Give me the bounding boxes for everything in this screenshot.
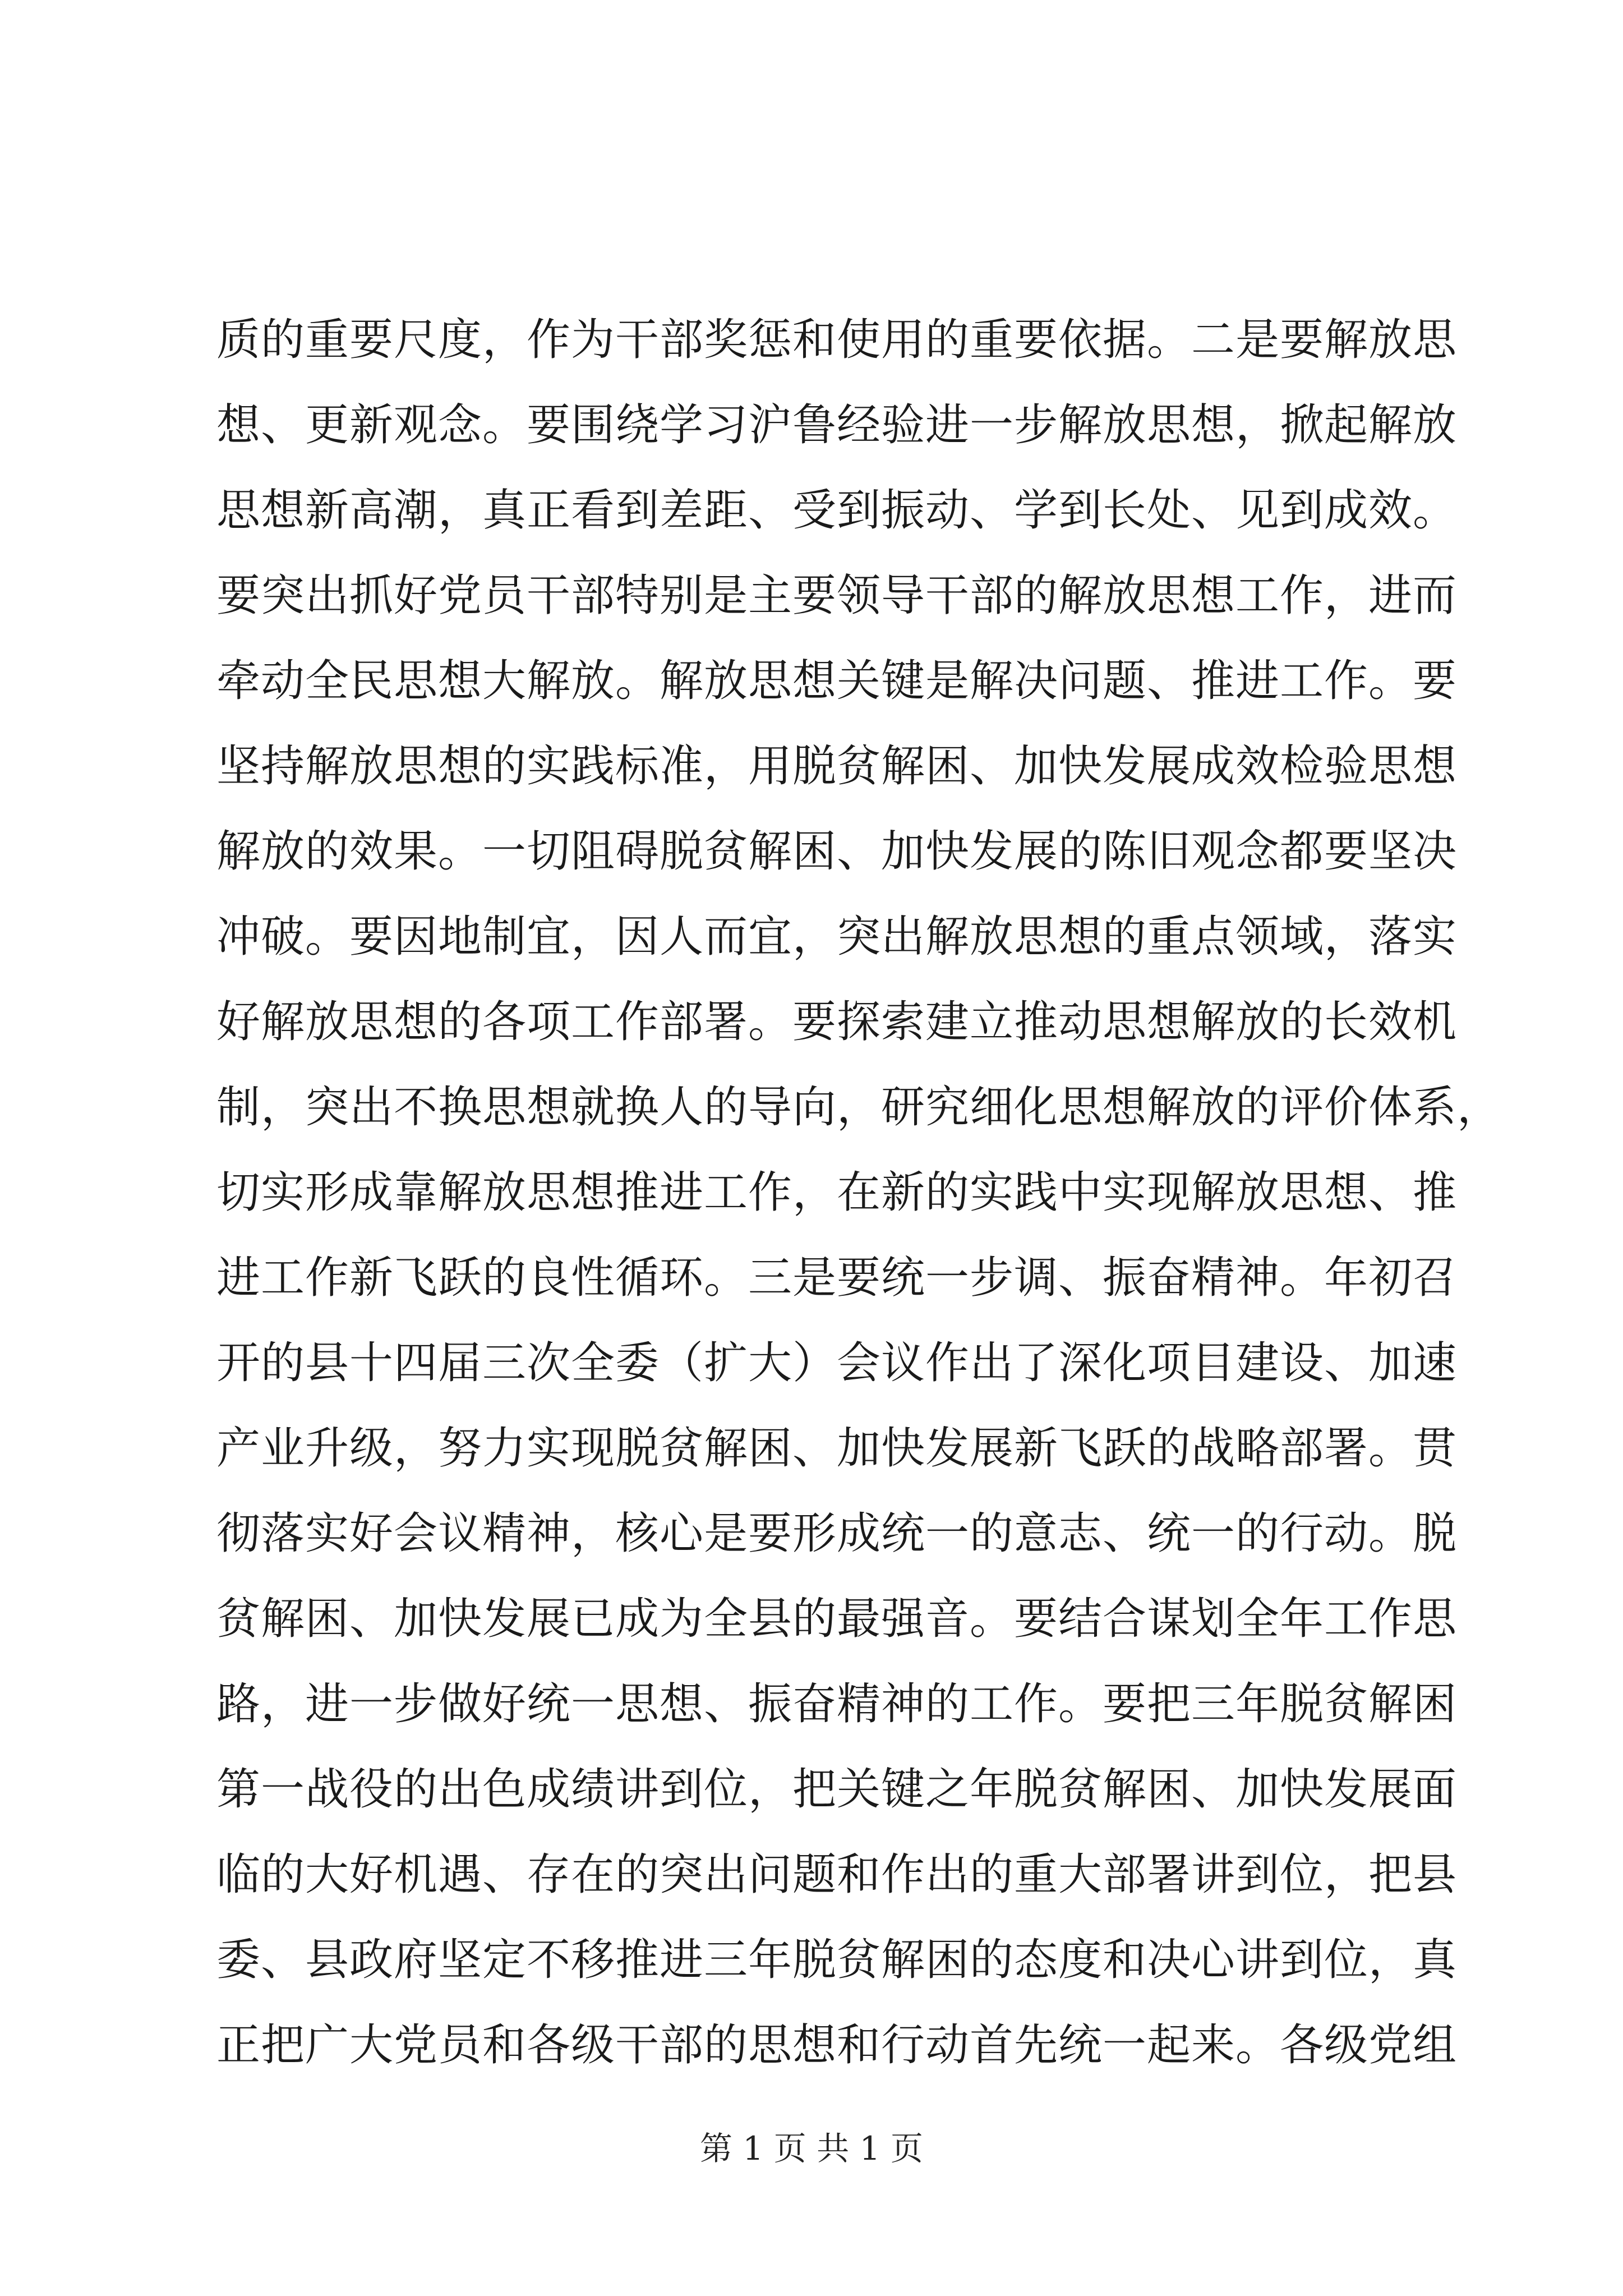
text-line: 思想新高潮，真正看到差距、受到振动、学到长处、见到成效。 xyxy=(216,485,1458,536)
text-line: 要突出抓好党员干部特别是主要领导干部的解放思想工作，进而 xyxy=(216,570,1458,621)
text-line: 产业升级，努力实现脱贫解困、加快发展新飞跃的战略部署。贯 xyxy=(216,1423,1458,1474)
text-line: 冲破。要因地制宜，因人而宜，突出解放思想的重点领域，落实 xyxy=(216,912,1458,962)
text-line: 制，突出不换思想就换人的导向，研究细化思想解放的评价体系， xyxy=(216,1082,1502,1133)
body-paragraph xyxy=(216,297,1502,2088)
text-line: 开的县十四届三次全委（扩大）会议作出了深化项目建设、加速 xyxy=(216,1338,1458,1388)
text-line: 临的大好机遇、存在的突出问题和作出的重大部署讲到位，把县 xyxy=(216,1849,1458,1900)
text-line: 贫解困、加快发展已成为全县的最强音。要结合谋划全年工作思 xyxy=(216,1594,1458,1644)
text-line: 牵动全民思想大解放。解放思想关键是解决问题、推进工作。要 xyxy=(216,656,1458,706)
text-line: 想、更新观念。要围绕学习沪鲁经验进一步解放思想，掀起解放 xyxy=(216,400,1458,450)
text-line: 好解放思想的各项工作部署。要探索建立推动思想解放的长效机 xyxy=(216,997,1458,1047)
page-footer xyxy=(0,2126,1623,2171)
text-line: 质的重要尺度，作为干部奖惩和使用的重要依据。二是要解放思 xyxy=(216,315,1458,365)
page-number-label: 第 1 页 共 1 页 xyxy=(700,2129,923,2168)
text-line: 第一战役的出色成绩讲到位，把关键之年脱贫解困、加快发展面 xyxy=(216,1764,1458,1815)
text-line: 进工作新飞跃的良性循环。三是要统一步调、振奋精神。年初召 xyxy=(216,1253,1458,1303)
text-line: 路，进一步做好统一思想、振奋精神的工作。要把三年脱贫解困 xyxy=(216,1679,1458,1729)
text-line: 解放的效果。一切阻碍脱贫解困、加快发展的陈旧观念都要坚决 xyxy=(216,826,1458,877)
text-line: 委、县政府坚定不移推进三年脱贫解困的态度和决心讲到位，真 xyxy=(216,1935,1458,1985)
text-line: 正把广大党员和各级干部的思想和行动首先统一起来。各级党组 xyxy=(216,2020,1458,2070)
text-line: 彻落实好会议精神，核心是要形成统一的意志、统一的行动。脱 xyxy=(216,1508,1458,1559)
text-line: 坚持解放思想的实践标准，用脱贫解困、加快发展成效检验思想 xyxy=(216,741,1458,792)
text-line: 切实形成靠解放思想推进工作，在新的实践中实现解放思想、推 xyxy=(216,1167,1458,1218)
